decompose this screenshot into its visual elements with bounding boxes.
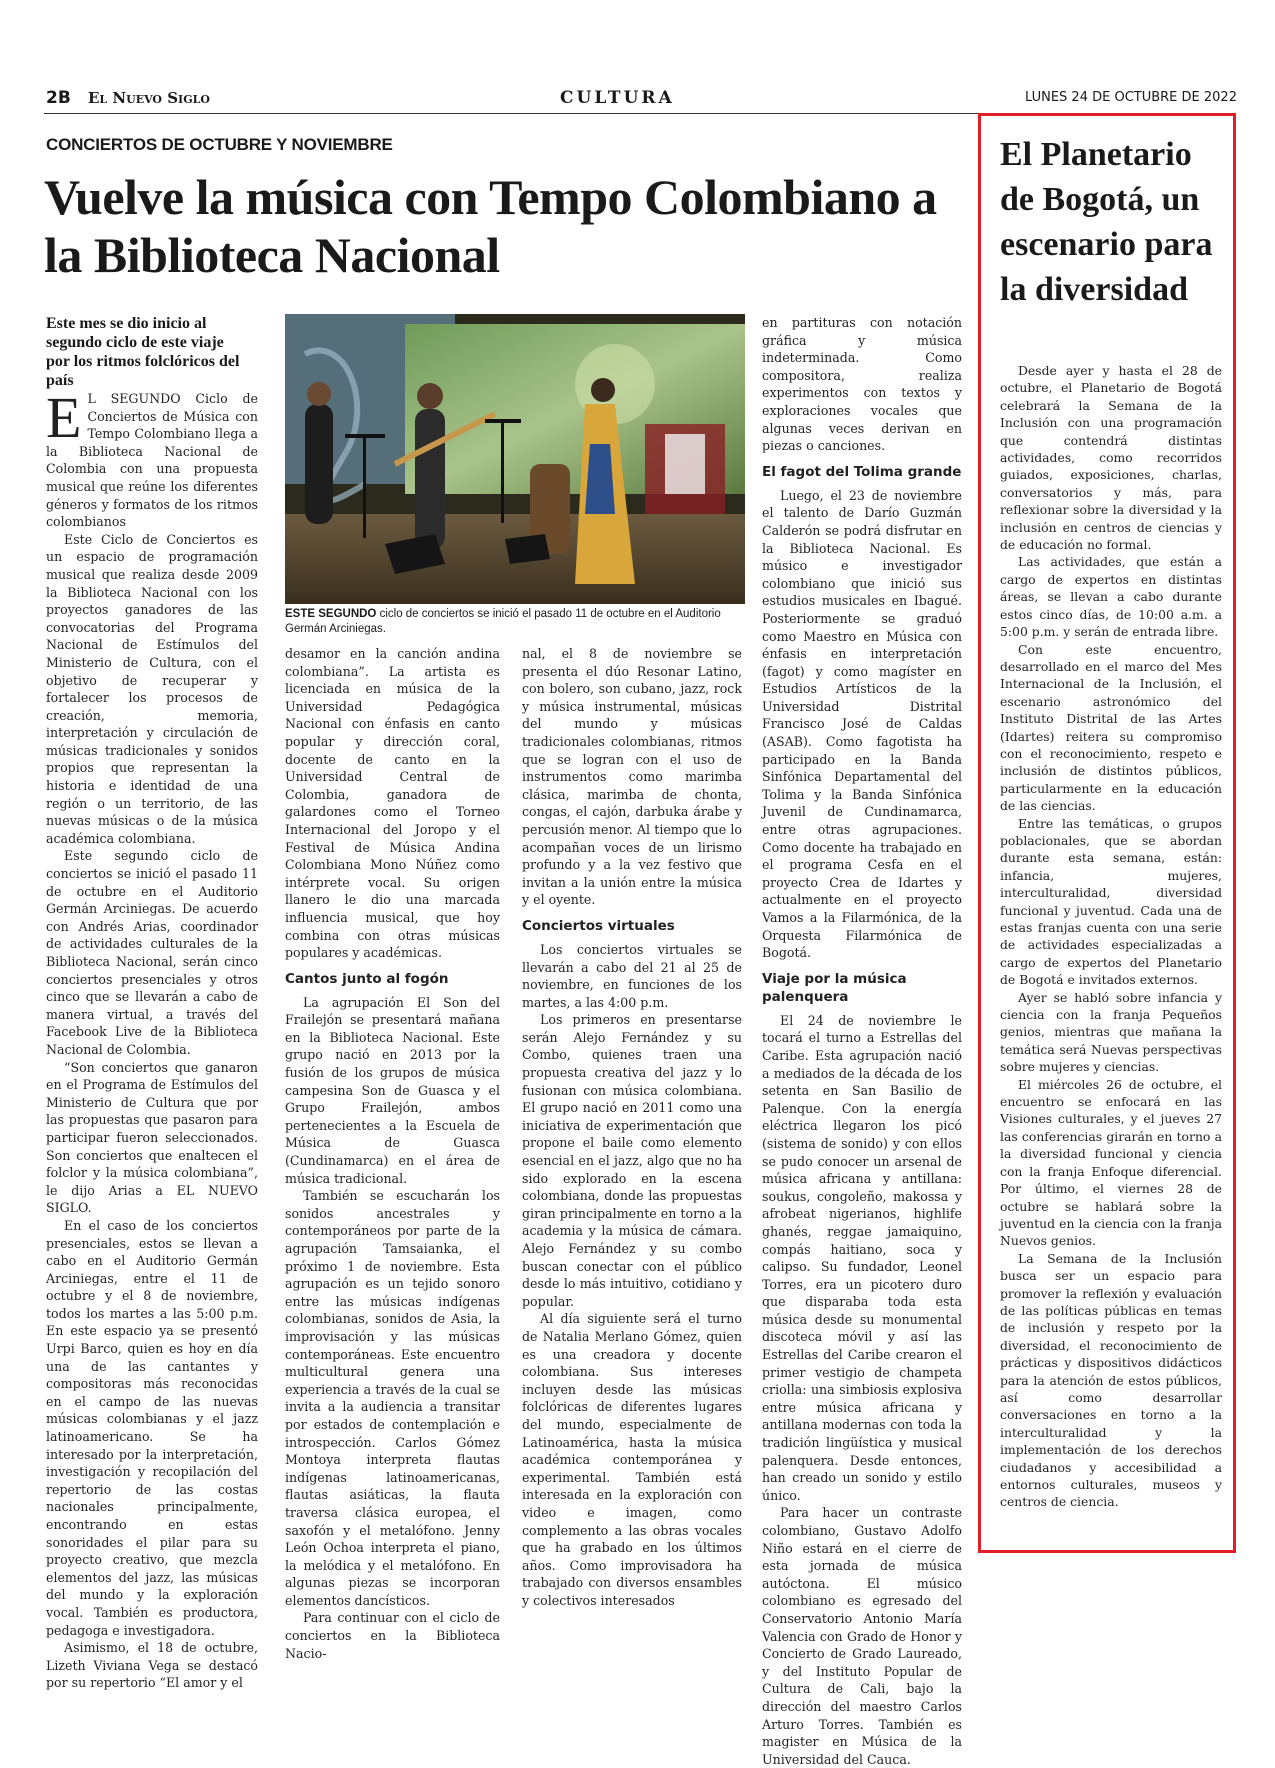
- paragraph: Con este encuentro, desarrollado en el marco del Mes Internacional de la Inclusión, el escenario astronómico del Instituto Distrital de las Artes (Idartes) reitera su compromiso con el reconocimiento, respeto e inclusión de distintos públicos, particularmente en la educación de las ciencias.: [1000, 641, 1222, 814]
- paragraph: La agrupación El Son del Frailejón se presentará mañana en la Biblioteca Nacional. Este grupo nació en 2013 por la fusión de los grupos de música campesina Son de Guasca y el Grupo Frailejón, ambos pertenecientes a la Escuela de Música de Guasca (Cundinamarca) en el área de música tradicional.: [285, 994, 500, 1186]
- drop-cap: E: [46, 385, 82, 450]
- paragraph: Luego, el 23 de noviembre el talento de Darío Guzmán Calderón se podrá disfrutar en la Biblioteca Nacional. Es músico e investigador colombiano que inició sus estudios musicales en Ibagué. Posteriormente se graduó como Maestro en Música con énfasis en interpretación (fagot) y como magíster en Estudios Artísticos de la Universidad Distrital Francisco José de Caldas (ASAB). Como fagotista ha participado en la Banda Sinfónica Departamental del Tolima y la Banda Sinfónica Juvenil de Cundinamarca, entre otras agrupaciones. Como docente ha trabajado en el programa Cesfa en el proyecto Crea de Idartes y actualmente en el proyecto Vamos a la Filarmónica, de la Orquesta Filarmónica de Bogotá.: [762, 487, 962, 961]
- article-column-2: [285, 645, 500, 1661]
- paragraph: El miércoles 26 de octubre, el encuentro se enfocará en las Visiones culturales, y el jueves 27 las conferencias girarán en torno a la diversidad funcional y ciencia con la franja Enfoque diferencial. Por último, el viernes 28 de octubre se hablará sobre la juventud en la ciencia con la franja Nuevos genios.: [1000, 1076, 1222, 1249]
- issue-date: LUNES 24 DE OCTUBRE DE 2022: [1025, 90, 1237, 105]
- subheading: Cantos junto al fogón: [285, 970, 449, 987]
- article-lead: Este mes se dio inicio al segundo ciclo de este viaje por los ritmos folclóricos del país: [46, 315, 240, 389]
- paragraph: Este Ciclo de Conciertos es un espacio de programación musical que realiza desde 2009 la Biblioteca Nacional con los proyectos ganadores de las convocatorias del Programa Nacional de Estímulos del Ministerio de Cultura, con el objetivo de recuperar y fortalecer los procesos de creación, memoria, interpretación y circulación de músicas tradicionales y sonidos propios que representan la historia e identidad de una región o un territorio, de las nuevas músicas o de la música académica colombiana.: [46, 531, 258, 846]
- paragraph: Asimismo, el 18 de octubre, Lizeth Viviana Vega se destacó por su repertorio “El amor y el: [46, 1640, 258, 1691]
- paragraph: Al día siguiente será el turno de Natalia Merlano Gómez, quien es una creadora y docente colombiana. Sus intereses incluyen desde las músicas folclóricas de diferentes lugares del mundo, especialmente de Latinoamérica, hasta la música académica contemporánea y experimental. También está interesada en la exploración con video e imagen, como complemento a las obras vocales que ha grabado en los últimos años. Como improvisadora ha trabajado con diversos ensambles y colectivos interesados: [522, 1311, 742, 1608]
- concert-photo: [285, 314, 745, 604]
- newspaper-name: El Nuevo Siglo: [88, 89, 210, 107]
- paragraph: nal, el 8 de noviembre se presenta el dúo Resonar Latino, con bolero, son cubano, jazz, rock y música instrumental, músicas del mundo y músicas tradicionales colombianas, ritmos que se logran con el uso de instrumentos como marimba clásica, marimba de chonta, congas, el cajón, darbuka árabe y percusión menor. Al tiempo que lo acompañan voces de un lirismo profundo y a la vez festivo que invitan a la unión entre la música y el oyente.: [522, 646, 742, 908]
- article-column-1: [46, 385, 258, 1691]
- subheading: El fagot del Tolima grande: [762, 463, 962, 480]
- paragraph: Ayer se habló sobre infancia y ciencia con la franja Pequeños genios, mientras que mañana la temática será Nuevas perspectivas sobre mujeres y ciencias.: [1000, 989, 1222, 1075]
- concert-photo-image: [285, 314, 745, 604]
- paragraph: en partituras con notación gráfica y música indeterminada. Como compositora, realiza experimentos con textos y exploraciones vocales que algunas veces derivan en piezas o canciones.: [762, 315, 962, 454]
- paragraph: Para hacer un contraste colombiano, Gustavo Adolfo Niño estará en el cierre de esta jornada de música autóctona. El músico colombiano es egresado del Conservatorio Antonio María Valencia con Grado de Honor y Concierto de Grado Laureado, y del Instituto Popular de Cultura de Cali, bajo la dirección del maestro Carlos Arturo Torres. También es magister en Música de la Universidad del Cauca.: [762, 1505, 962, 1767]
- paragraph: El 24 de noviembre le tocará el turno a Estrellas del Caribe. Esta agrupación nació a mediados de la década de los setenta en San Basilio de Palenque. Con la energía eléctrica llegaron los picó (sistema de sonido) y con ellos se pudo conocer un arsenal de música africana y antillana: soukus, congoleño, makossa y afrobeat nigerianos, highlife ghanés, reggae jamaiquino, compás haitiano, soca y calipso. Su fundador, Leonel Torres, era un picotero duro que disparaba toda esta música desde su monumental discoteca móvil y así las Estrellas del Caribe crearon el primer vestigio de champeta criolla: una simbiosis explosiva entre música africana y antillana modernas con toda la tradición lingüística y musical palenquera. Desde entonces, han creado un sonido y estilo único.: [762, 1012, 962, 1503]
- subheading: Viaje por la música palenquera: [762, 970, 907, 1005]
- sidebar-title: El Planetario de Bogotá, un escenario para la diversidad: [1000, 136, 1213, 308]
- paragraph: Los primeros en presentarse serán Alejo Fernández y su Combo, quienes traen una propuesta creativa del jazz y lo fusionan con música colombiana. El grupo nació en 2011 como una iniciativa de experimentación que propone el baile como elemento esencial en el jazz, algo que no ha sido explorado en la escena colombiana, donde las propuestas giran principalmente en torno a la academia y la música de cámara. Alejo Fernández y su combo buscan conectar con el público desde lo más intuitivo, cotidiano y popular.: [522, 1012, 742, 1309]
- paragraph: Para continuar con el ciclo de conciertos en la Biblioteca Nacio-: [285, 1610, 500, 1661]
- photo-caption: ESTE SEGUNDO ciclo de conciertos se inició el pasado 11 de octubre en el Auditorio Germán Arciniegas.: [285, 608, 721, 635]
- paragraph: Entre las temáticas, o grupos poblacionales, que se abordan durante esta semana, están: infancia, mujeres, interculturalidad, diversidad funcional y juventud. Cada una de estas franjas cuenta con una serie de actividades especializadas a cargo de expertos del Planetario de Bogotá e invitados externos.: [1000, 815, 1222, 988]
- subheading: Conciertos virtuales: [522, 917, 675, 934]
- paragraph: Este segundo ciclo de conciertos se inició el pasado 11 de octubre en el Auditorio Germán Arciniegas. De acuerdo con Andrés Arias, coordinador de actividades culturales de la Biblioteca Nacional, serán cinco conciertos presenciales y otros cinco que se llevarán a cabo de manera virtual, a través del Facebook Live de la Biblioteca Nacional de Colombia.: [46, 848, 258, 1057]
- article-kicker: CONCIERTOS DE OCTUBRE Y NOVIEMBRE: [46, 135, 393, 154]
- article-headline: Vuelve la música con Tempo Colombiano a la Biblioteca Nacional: [44, 169, 937, 283]
- paragraph: También se escucharán los sonidos ancestrales y contemporáneos por parte de la agrupación Tamsaianka, el próximo 1 de noviembre. Esta agrupación es un tejido sonoro entre las músicas indígenas colombianas, sonidos de Asia, la improvisación y las músicas contemporáneas. Este encuentro multicultural genera una experiencia a través de la cual se invita a la audiencia a transitar por estados de contemplación e introspección. Carlos Gómez Montoya interpreta flautas indígenas latinoamericanas, flautas asiáticas, la flauta traversa clásica europea, el saxofón y el metalófono. Jenny León Ochoa interpreta el piano, la melódica y el metalófono. En algunas piezas se incorporan elementos dancísticos.: [285, 1188, 500, 1608]
- paragraph: Las actividades, que están a cargo de expertos en distintas áreas, se llevan a cabo durante estos cinco días, de 10:00 a.m. a 5:00 p.m. y serán de entrada libre.: [1000, 554, 1222, 640]
- article-column-4: [762, 314, 962, 1767]
- paragraph: desamor en la canción andina colombiana”. La artista es licenciada en música de la Universidad Pedagógica Nacional con énfasis en canto popular y dirección coral, docente de canto en la Universidad Central de Colombia, ganadora de galardones como el Torneo Internacional del Joropo y el Festival de Música Andina Colombiana Mono Núñez como intérprete vocal. Su origen llanero le dio una marcada influencia musical, que hoy combina con otras músicas populares y académicas.: [285, 646, 500, 961]
- paragraph: La Semana de la Inclusión busca ser un espacio para promover la reflexión y evaluación de las políticas públicas en temas de inclusión y respeto por la diversidad, el reconocimiento de prácticas y dispositivos didácticos para la atención de estos públicos, así como desarrollar conversaciones en torno a la interculturalidad y la implementación de los derechos ciudadanos y accesibilidad a entornos culturales, museos y centros de ciencia.: [1000, 1250, 1222, 1510]
- paragraph: “Son conciertos que ganaron en el Programa de Estímulos del Ministerio de Cultura que por las propuestas que pasaron para participar fueron seleccionados. Son conciertos que enaltecen el folclor y la música colombiana”, le dijo Arias a EL NUEVO SIGLO.: [46, 1059, 258, 1216]
- paragraph: En el caso de los conciertos presenciales, estos se llevan a cabo en el Auditorio Germán Arciniegas, entre el 11 de octubre y el 8 de noviembre, todos los martes a las 5:00 p.m. En este espacio ya se presentó Urpi Barco, quien es hoy en día una de las cantantes y compositoras más reconocidas en el campo de las nuevas músicas colombianas y el jazz latinoamericano. Se ha interesado por la interpretación, investigación y recopilación del repertorio de las costas nacionales principalmente, encontrando en estas sonoridades el pilar para su proyecto creativo, que mezcla elementos del jazz, las músicas del mundo y la exploración vocal. También es productora, pedagoga e investigadora.: [46, 1217, 258, 1638]
- paragraph: E L SEGUNDO Ciclo de Conciertos de Música con Tempo Colombiano llega a la Biblioteca Nacional de Colombia con una propuesta musical que reúne los diferentes géneros y formatos de los ritmos colombianos: [46, 385, 258, 530]
- page-folio: 2B: [46, 88, 71, 108]
- section-name: CULTURA: [560, 88, 675, 108]
- sidebar-body: [1000, 362, 1222, 1542]
- paragraph: Los conciertos virtuales se llevarán a cabo del 21 al 25 de noviembre, en funciones de los martes, a las 4:00 p.m.: [522, 941, 742, 1010]
- paragraph: Desde ayer y hasta el 28 de octubre, el Planetario de Bogotá celebrará la Semana de la Inclusión con una programación que contendrá distintas actividades, como recorridos guiados, exposiciones, charlas, conversatorios y más, para reflexionar sobre la diversidad y la inclusión en centros de ciencias y de educación no formal.: [1000, 363, 1222, 553]
- article-column-3: [522, 645, 742, 1608]
